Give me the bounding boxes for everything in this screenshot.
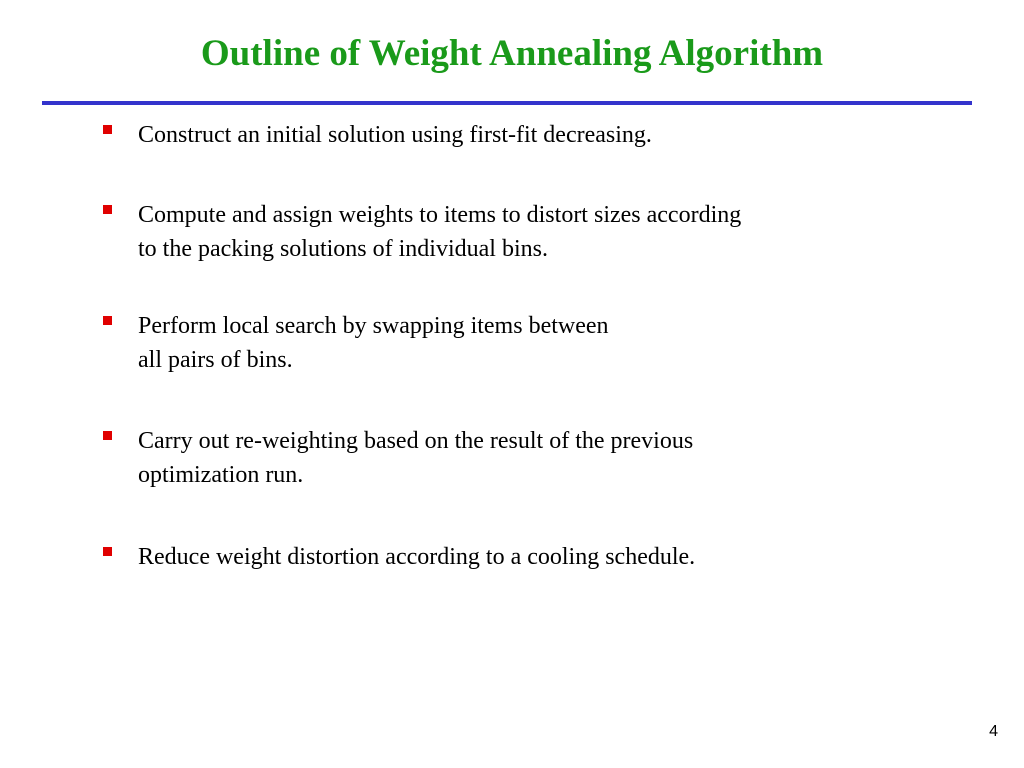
bullet-text: Reduce weight distortion according to a cooling schedule. [138, 544, 696, 570]
square-bullet-icon [103, 125, 112, 134]
bullet-text: Construct an initial solution using first-fit decreasing. [138, 122, 652, 148]
bullet-text: Carry out re-weighting based on the result of the previous optimization run. [138, 428, 694, 488]
bullet-text: Perform local search by swapping items between all pairs of bins. [138, 313, 609, 373]
square-bullet-icon [103, 205, 112, 214]
square-bullet-icon [103, 316, 112, 325]
square-bullet-icon [103, 547, 112, 556]
bullet-text: Compute and assign weights to items to distort sizes according to the packing solutions of individual bins. [138, 202, 742, 262]
slide-title: Outline of Weight Annealing Algorithm [200, 33, 824, 74]
page-number: 4 [989, 723, 998, 740]
square-bullet-icon [103, 431, 112, 440]
